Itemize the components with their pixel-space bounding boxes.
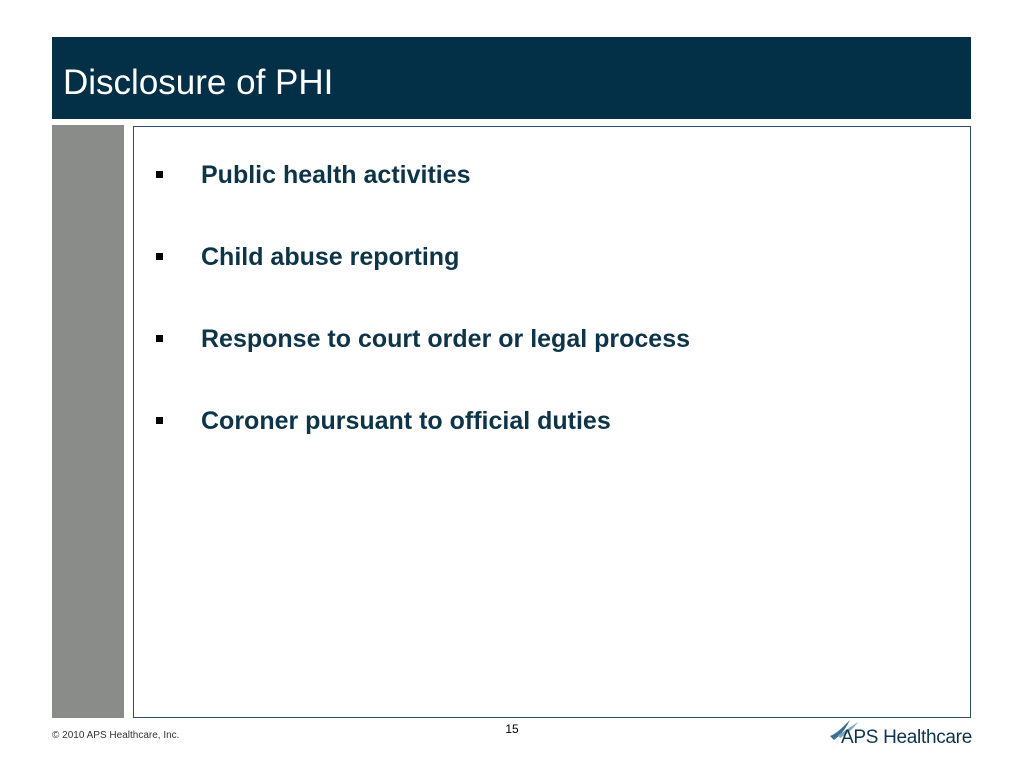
content-box	[133, 126, 971, 718]
aps-healthcare-logo	[828, 718, 974, 752]
bullet-text: Coroner pursuant to official duties	[201, 407, 611, 435]
copyright-notice: © 2010 APS Healthcare, Inc.	[52, 730, 180, 741]
bullet-text: Response to court order or legal process	[201, 325, 691, 353]
logo-text: APS Healthcare	[841, 727, 972, 748]
side-strip	[52, 125, 124, 718]
square-bullet-icon	[156, 417, 163, 424]
square-bullet-icon	[156, 253, 163, 260]
slide-title: Disclosure of PHI	[63, 63, 334, 102]
bullet-item	[134, 242, 970, 276]
bullet-item	[134, 406, 970, 440]
title-bar	[52, 37, 971, 119]
bullet-item	[134, 160, 970, 194]
bullet-text: Child abuse reporting	[201, 243, 460, 271]
square-bullet-icon	[156, 171, 163, 178]
bullet-item	[134, 324, 970, 358]
page-number: 15	[505, 722, 519, 736]
square-bullet-icon	[156, 335, 163, 342]
bullet-text: Public health activities	[201, 161, 471, 189]
